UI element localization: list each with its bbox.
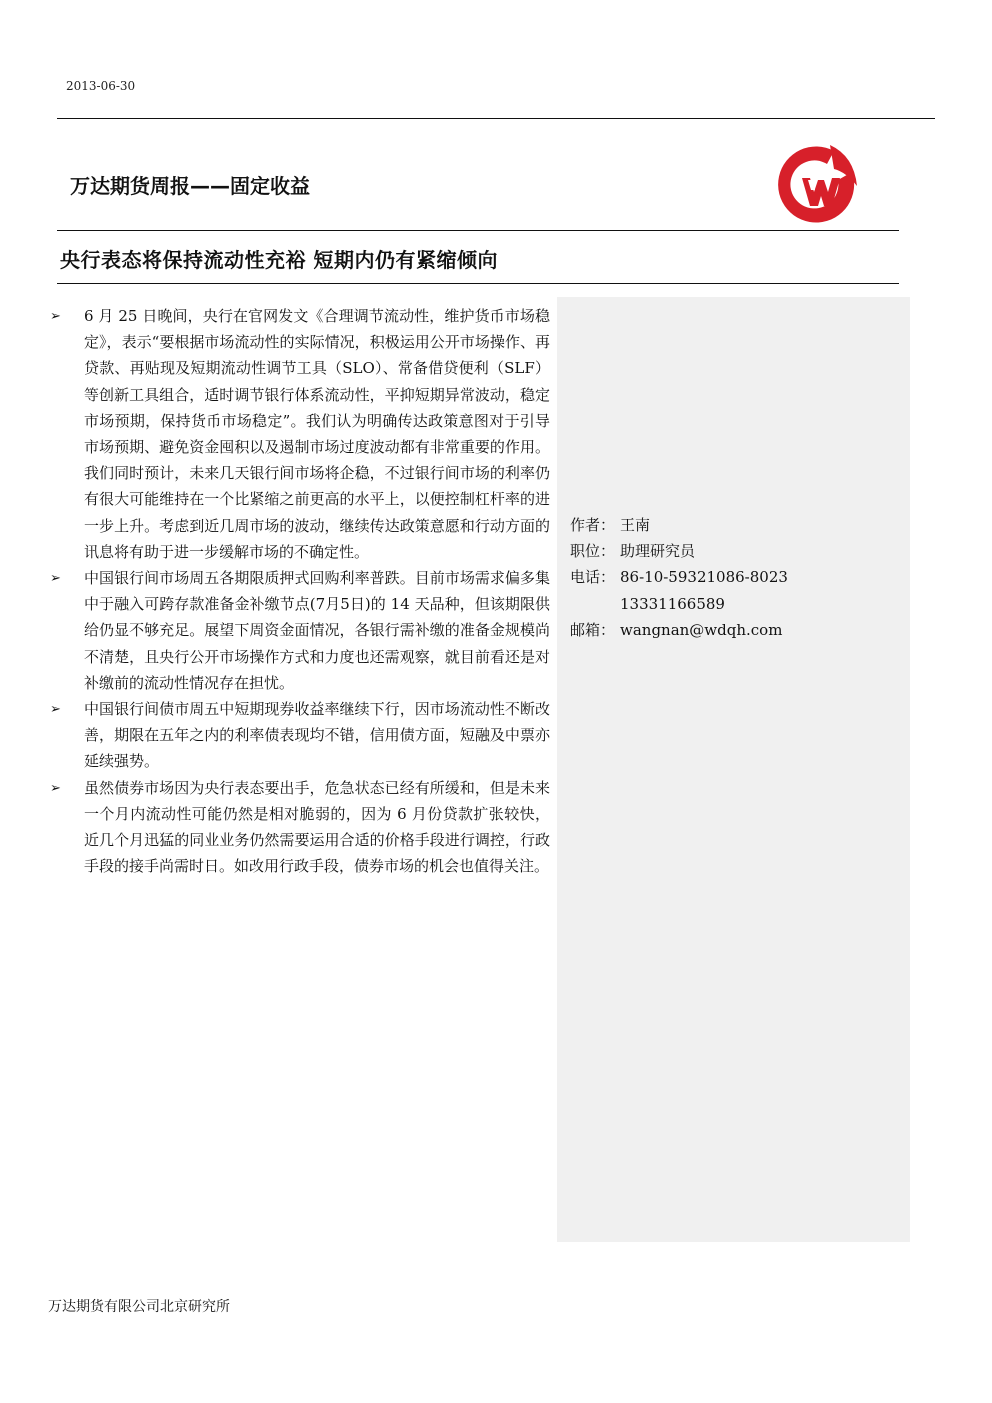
bullet-text: 中国银行间债市周五中短期现券收益率继续下行，因市场流动性不断改善，期限在五年之内的利率债表现均不错，信用债方面，短融及中票亦延续强势。 <box>84 700 550 771</box>
sidebar-panel <box>557 297 910 1242</box>
author-title-row <box>570 538 788 564</box>
author-email[interactable]: wangnan@wdqh.com <box>620 620 783 639</box>
bullet-item <box>50 775 550 880</box>
author-email-label: 邮箱： <box>570 620 616 639</box>
article-body <box>50 303 550 879</box>
author-phone: 86-10-59321086-8023 <box>620 568 788 587</box>
report-date: 2013-06-30 <box>66 79 136 93</box>
bullet-text: 中国银行间市场周五各期限质押式回购利率普跌。目前市场需求偏多集中于融入可跨存款准备金补缴节点(7月5日)的 14 天品种，但该期限供给仍显不够充足。展望下周资金面情况，各银行需补缴的准备金规模尚不清楚，且央行公开市场操作方式和力度也还需观察，就目前看还是对补缴前的流动性情况存在担忧。 <box>84 569 550 692</box>
author-phone-label: 电话： <box>570 568 616 587</box>
author-info <box>570 512 788 643</box>
footer-company: 万达期货有限公司北京研究所 <box>48 1299 230 1315</box>
author-name-row <box>570 512 788 538</box>
title-rule <box>57 230 899 231</box>
headline: 央行表态将保持流动性充裕 短期内仍有紧缩倾向 <box>60 248 498 272</box>
author-phone-row <box>570 564 788 590</box>
bullet-text: 虽然债券市场因为央行表态要出手，危急状态已经有所缓和，但是未来一个月内流动性可能仍然是相对脆弱的，因为 6 月份贷款扩张较快，近几个月迅猛的同业业务仍然需要运用合适的价格手段进行调控，行政手段的接手尚需时日。如改用行政手段，债券市场的机会也值得关注。 <box>84 778 550 876</box>
bullet-item <box>50 303 550 565</box>
header-rule <box>57 118 935 119</box>
author-phone-secondary: 13331166589 <box>620 594 725 613</box>
author-title-label: 职位： <box>570 542 616 561</box>
author-email-row <box>570 617 788 643</box>
arrow-bullet-icon: ➢ <box>50 571 61 587</box>
arrow-bullet-icon: ➢ <box>50 702 61 718</box>
bullet-text: 6 月 25 日晚间，央行在官网发文《合理调节流动性，维护货币市场稳定》，表示“要根据市场流动性的实际情况，积极运用公开市场操作、再贷款、再贴现及短期流动性调节工具（SLO）、常备借贷便利（SLF）等创新工具组合，适时调节银行体系流动性，平抑短期异常波动，稳定市场预期，保持货币市场稳定”。我们认为明确传达政策意图对于引导市场预期、避免资金囤积以及遏制市场过度波动都有非常重要的作用。我们同时预计，未来几天银行间市场将企稳，不过银行间市场的利率仍有很大可能维持在一个比紧缩之前更高的水平上，以便控制杠杆率的进一步上升。考虑到近几周市场的波动，继续传达政策意愿和行动方面的讯息将有助于进一步缓解市场的不确定性。 <box>84 307 550 561</box>
bullet-item <box>50 565 550 696</box>
wanda-futures-logo-icon <box>772 142 862 228</box>
arrow-bullet-icon: ➢ <box>50 780 61 796</box>
bullet-item <box>50 696 550 775</box>
author-name-label: 作者： <box>570 516 616 534</box>
author-title: 助理研究员 <box>620 542 696 561</box>
author-name: 王南 <box>620 516 651 534</box>
arrow-bullet-icon: ➢ <box>50 309 61 324</box>
report-title: 万达期货周报——固定收益 <box>70 174 310 198</box>
headline-rule <box>57 283 899 284</box>
